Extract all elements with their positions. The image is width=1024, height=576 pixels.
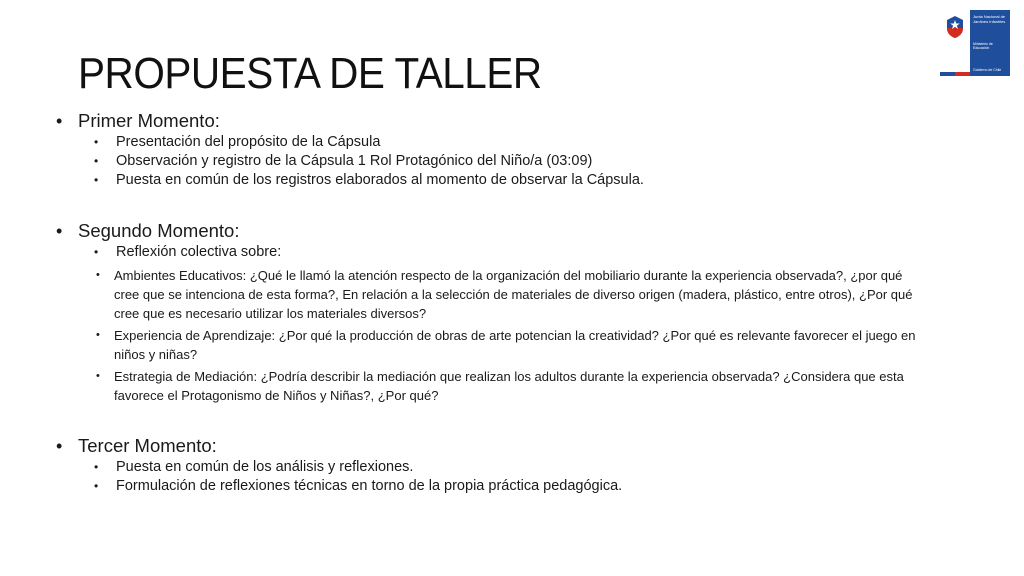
bullet-icon: • <box>56 221 63 241</box>
junji-logo <box>940 10 1010 76</box>
bullet-icon: • <box>94 173 99 187</box>
list-item: • Presentación del propósito de la Cápsula <box>94 134 381 150</box>
section-tercer-momento <box>56 435 622 496</box>
logo-government: Gobierno de Chile <box>973 68 1002 72</box>
bullet-icon: • <box>94 154 99 168</box>
list-subitem: • Estrategia de Mediación: ¿Podría describir la mediación que realizan los adultos durante la experiencia observada? ¿Considera que esta favorece el Protagonismo de Niños y Niñas?, ¿Por qué? <box>96 369 904 403</box>
bullet-icon: • <box>94 460 99 474</box>
logo-name: Junta Nacional de Jardines Infantiles <box>973 14 1006 24</box>
bullet-icon: • <box>94 245 99 259</box>
bullet-icon: • <box>56 111 63 131</box>
list-item: • Puesta en común de los análisis y reflexiones. <box>94 459 414 475</box>
list-item: • Puesta en común de los registros elaborados al momento de observar la Cápsula. <box>94 172 644 188</box>
list-item: • Formulación de reflexiones técnicas en torno de la propia práctica pedagógica. <box>94 478 623 494</box>
logo-emblem <box>940 10 970 76</box>
coat-of-arms-icon <box>944 14 966 40</box>
list-subitem: • Ambientes Educativos: ¿Qué le llamó la atención respecto de la organización del mobiliario durante la experiencia observada?, ¿por qué cree que se intenciona de esta forma?, En relación a la selección de materiales de diverso origen (madera, plástico, entre otros), ¿Por qué cree que es necesario utilizar los materiales diversos? <box>96 268 913 321</box>
section-heading: Segundo Momento: <box>78 220 240 241</box>
bullet-icon: • <box>56 436 63 456</box>
bullet-icon: • <box>96 269 100 281</box>
list-subitem: • Experiencia de Aprendizaje: ¿Por qué la producción de obras de arte potencian la creatividad? ¿Por qué es relevante favorecer el juego en niños y niñas? <box>96 328 916 362</box>
section-heading: Tercer Momento: <box>78 435 217 456</box>
bullet-icon: • <box>96 370 100 382</box>
bullet-icon: • <box>94 135 99 149</box>
logo-ministry: Ministerio de Educación <box>973 42 993 50</box>
bullet-icon: • <box>96 329 100 341</box>
bullet-icon: • <box>94 479 99 493</box>
section-segundo-momento <box>56 220 924 408</box>
list-item: • Observación y registro de la Cápsula 1 Rol Protagónico del Niño/a (03:09) <box>94 153 593 169</box>
section-heading: Primer Momento: <box>78 110 220 131</box>
list-item: • Reflexión colectiva sobre: <box>94 244 282 260</box>
section-primer-momento <box>56 110 644 190</box>
slide-title: PROPUESTA DE TALLER <box>78 49 542 98</box>
flag-stripe <box>940 72 970 76</box>
